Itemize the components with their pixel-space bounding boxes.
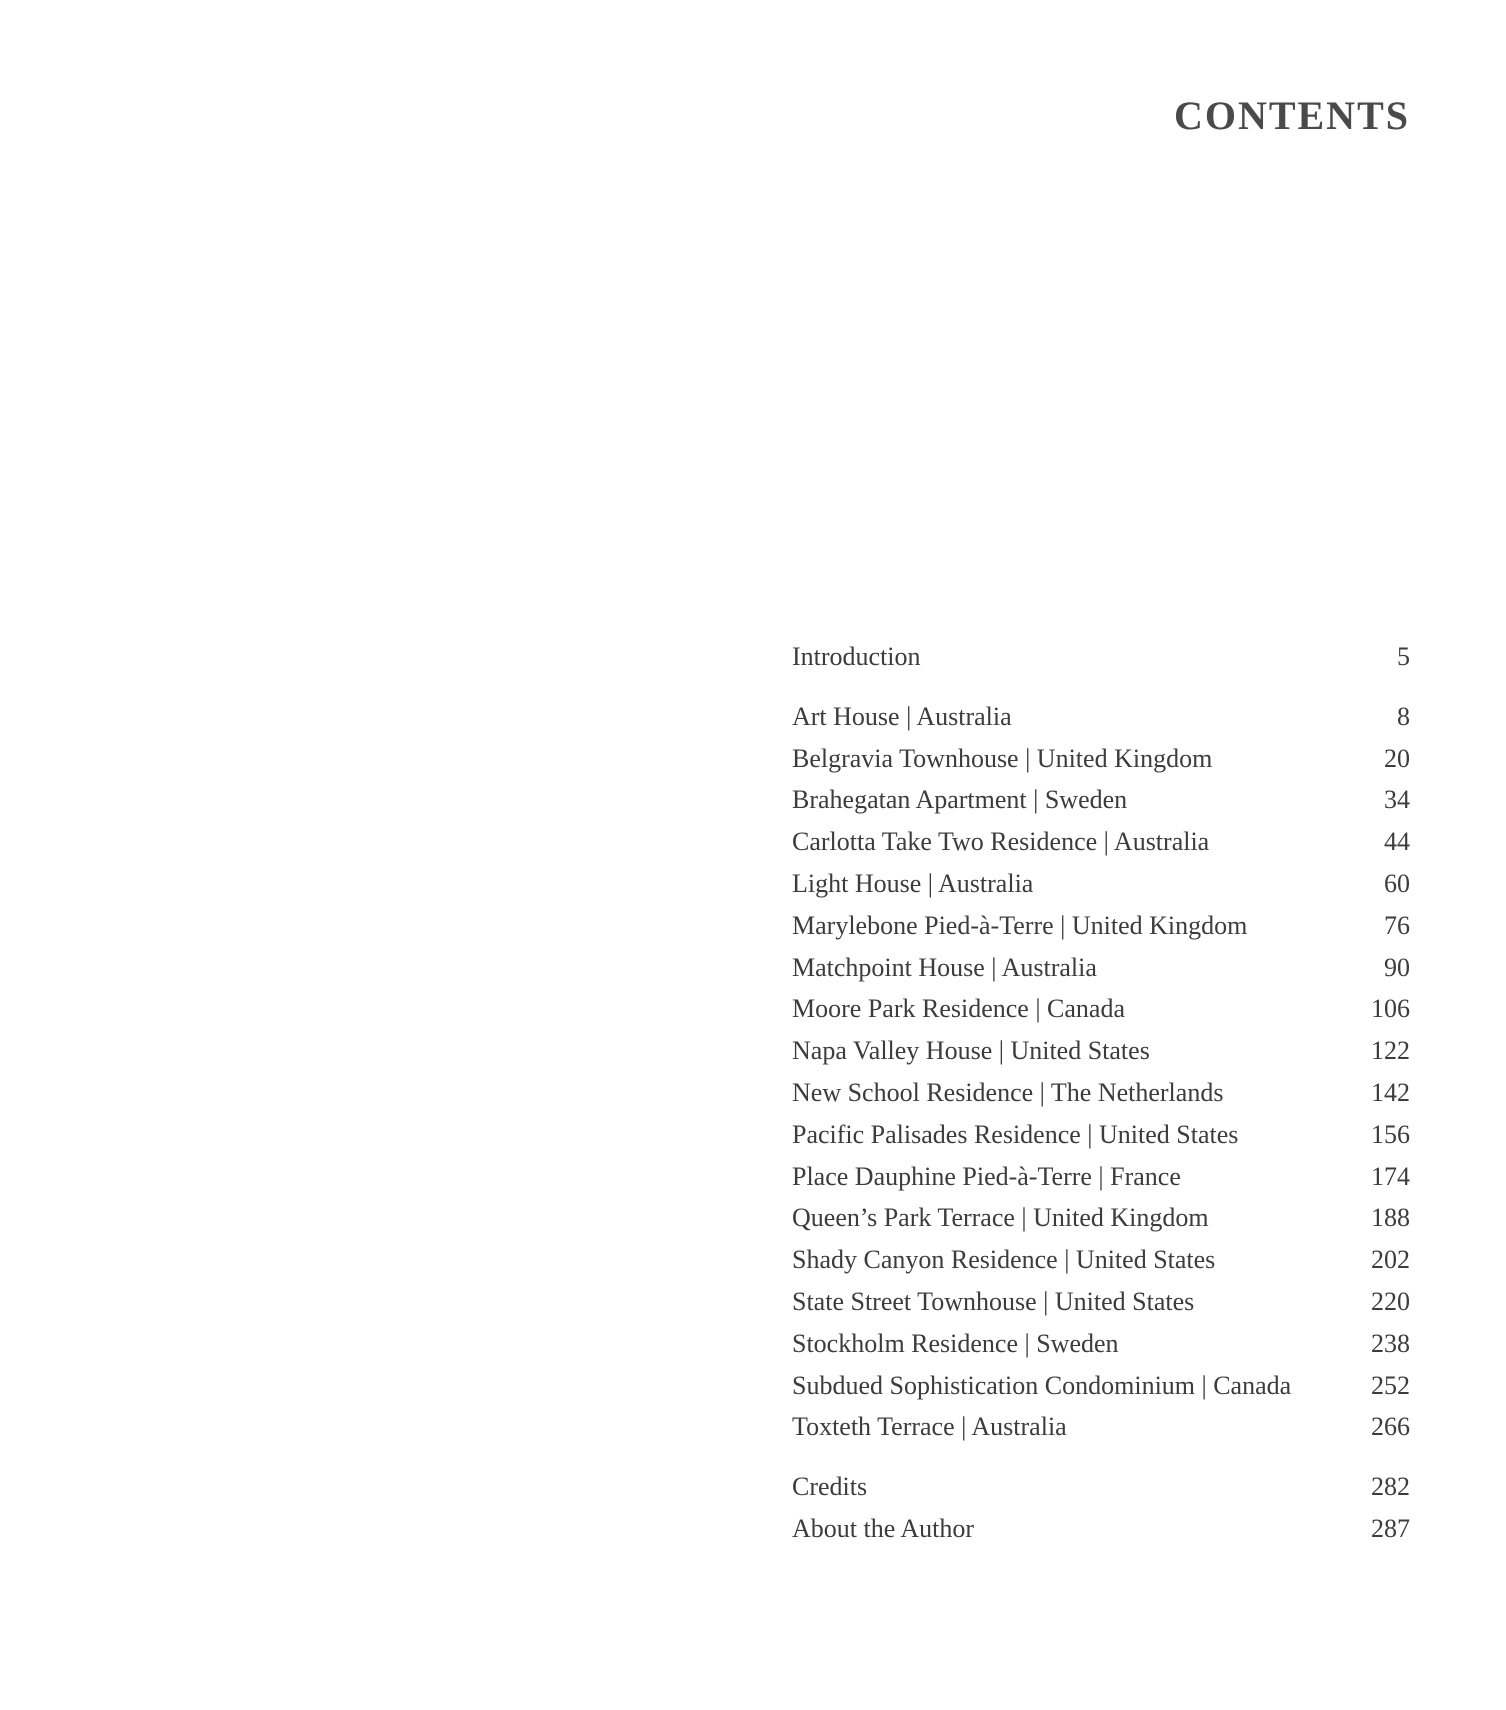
toc-entry-page-number: 238 — [1371, 1328, 1410, 1358]
toc-entry-page-number: 20 — [1384, 743, 1410, 773]
toc-entry-page-number: 34 — [1384, 785, 1410, 815]
toc-entry-title: Toxteth Terrace | Australia — [792, 1412, 1067, 1442]
toc-entry-title: Stockholm Residence | Sweden — [792, 1328, 1119, 1358]
toc-entry[interactable] — [792, 1281, 1410, 1323]
toc-entry[interactable] — [792, 1466, 1410, 1508]
toc-entry-page-number: 156 — [1371, 1119, 1410, 1149]
toc-entry-page-number: 90 — [1384, 952, 1410, 982]
toc-entry[interactable] — [792, 1508, 1410, 1550]
toc-entry-title: Subdued Sophistication Condominium | Canada — [792, 1370, 1292, 1400]
toc-entry-title: Place Dauphine Pied-à-Terre | France — [792, 1161, 1181, 1191]
toc-entry[interactable] — [792, 1030, 1410, 1072]
toc-entry-page-number: 76 — [1384, 910, 1410, 940]
toc-entry-page-number: 266 — [1371, 1412, 1410, 1442]
toc-entry-title: Brahegatan Apartment | Sweden — [792, 785, 1128, 815]
toc-entry-page-number: 60 — [1384, 868, 1410, 898]
toc-entry-page-number: 8 — [1397, 701, 1410, 731]
toc-entry-title: Pacific Palisades Residence | United States — [792, 1119, 1239, 1149]
toc-entry[interactable] — [792, 988, 1410, 1030]
toc-entry-title: Credits — [792, 1472, 868, 1502]
toc-back-matter — [792, 1466, 1410, 1550]
toc-entry[interactable] — [792, 1072, 1410, 1114]
toc-entry[interactable] — [792, 1197, 1410, 1239]
toc-entry-page-number: 282 — [1371, 1472, 1410, 1502]
toc-entry-title: Belgravia Townhouse | United Kingdom — [792, 743, 1213, 773]
toc-entry-page-number: 44 — [1384, 827, 1410, 857]
toc-entry[interactable] — [792, 738, 1410, 780]
toc-chapters — [792, 696, 1410, 1448]
toc-entry-title: Matchpoint House | Australia — [792, 952, 1097, 982]
table-of-contents — [792, 636, 1410, 1550]
toc-entry-page-number: 142 — [1371, 1077, 1410, 1107]
toc-entry-page-number: 252 — [1371, 1370, 1410, 1400]
toc-entry-title: Carlotta Take Two Residence | Australia — [792, 827, 1210, 857]
toc-entry-title: Light House | Australia — [792, 868, 1034, 898]
toc-entry-page-number: 220 — [1371, 1286, 1410, 1316]
toc-entry-title: About the Author — [792, 1513, 974, 1543]
toc-entry[interactable] — [792, 1114, 1410, 1156]
toc-entry-page-number: 287 — [1371, 1513, 1410, 1543]
toc-entry-page-number: 188 — [1371, 1203, 1410, 1233]
toc-entry[interactable] — [792, 1323, 1410, 1365]
toc-entry-title: Moore Park Residence | Canada — [792, 994, 1125, 1024]
toc-entry-page-number: 174 — [1371, 1161, 1410, 1191]
toc-entry-page-number: 202 — [1371, 1245, 1410, 1275]
toc-entry[interactable] — [792, 636, 1410, 678]
toc-entry-page-number: 106 — [1371, 994, 1410, 1024]
toc-entry-title: Napa Valley House | United States — [792, 1036, 1150, 1066]
toc-entry-title: Shady Canyon Residence | United States — [792, 1245, 1216, 1275]
toc-entry[interactable] — [792, 1406, 1410, 1448]
toc-entry-page-number: 5 — [1397, 642, 1410, 671]
toc-entry-title: Introduction — [792, 642, 921, 671]
toc-entry[interactable] — [792, 696, 1410, 738]
toc-entry-title: Marylebone Pied-à-Terre | United Kingdom — [792, 910, 1248, 940]
toc-entry-title: State Street Townhouse | United States — [792, 1286, 1195, 1316]
toc-entry[interactable] — [792, 947, 1410, 989]
toc-entry[interactable] — [792, 905, 1410, 947]
toc-entry[interactable] — [792, 1239, 1410, 1281]
toc-entry-page-number: 122 — [1371, 1036, 1410, 1066]
toc-entry[interactable] — [792, 779, 1410, 821]
toc-entry-title: New School Residence | The Netherlands — [792, 1077, 1224, 1107]
toc-entry[interactable] — [792, 1156, 1410, 1198]
toc-entry-title: Queen’s Park Terrace | United Kingdom — [792, 1203, 1209, 1233]
toc-entry[interactable] — [792, 821, 1410, 863]
page-title: CONTENTS — [1173, 93, 1410, 138]
toc-entry-title: Art House | Australia — [792, 701, 1012, 731]
toc-entry[interactable] — [792, 1365, 1410, 1407]
toc-front-matter — [792, 636, 1410, 678]
toc-entry[interactable] — [792, 863, 1410, 905]
